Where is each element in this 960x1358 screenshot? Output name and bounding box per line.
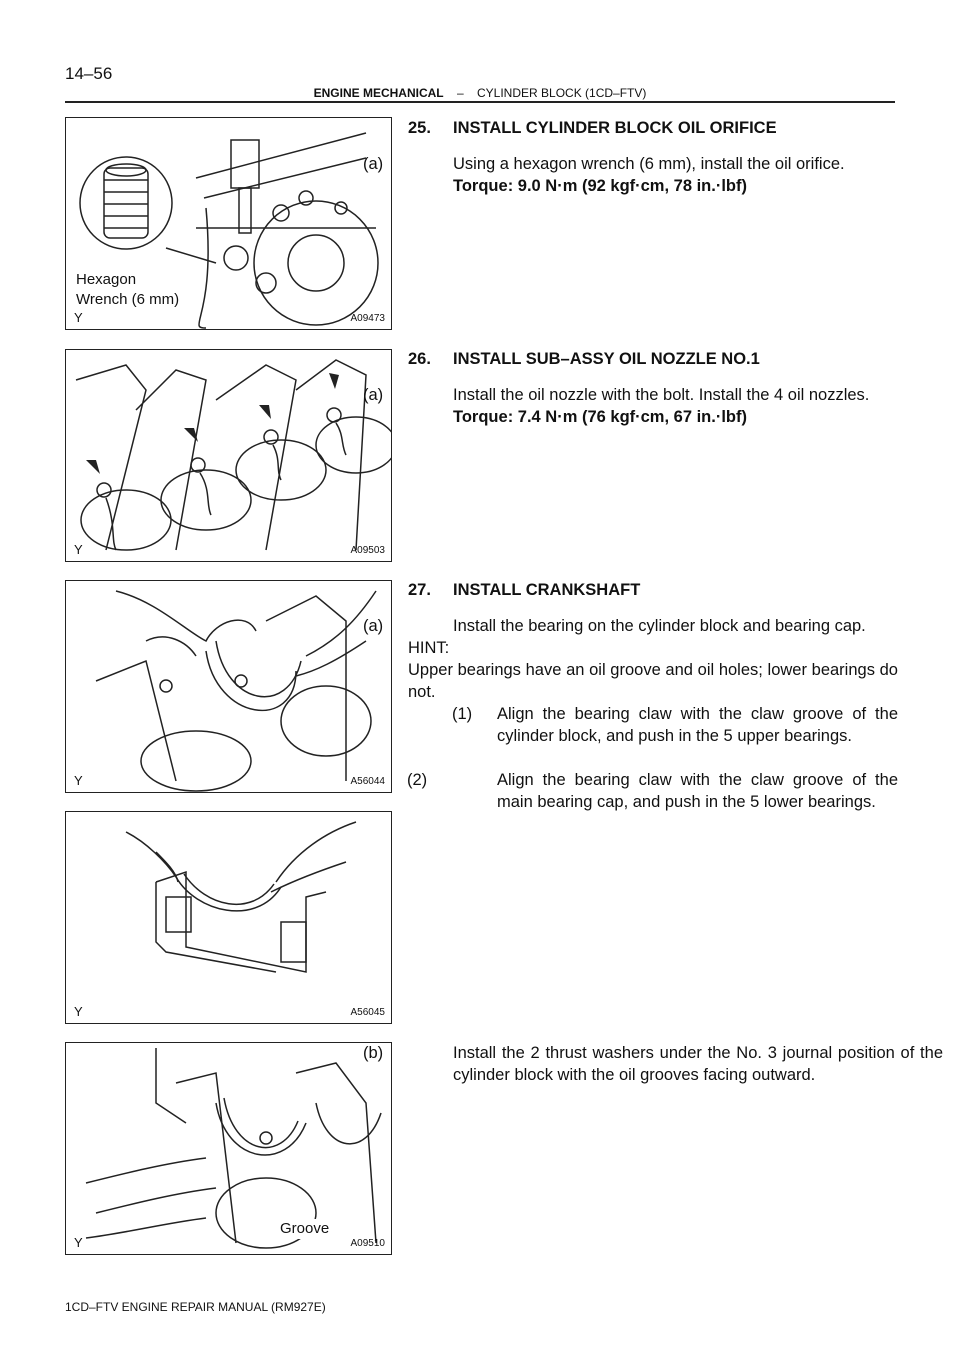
callout-groove: Groove — [280, 1220, 330, 1237]
figure-thrust-washer — [65, 1042, 392, 1255]
substep-text: Align the bearing claw with the claw groove of the main bearing cap, and push in the 5 lower bearings. — [497, 771, 898, 811]
step-25 — [363, 117, 898, 197]
hint-label: HINT: — [408, 639, 450, 657]
step-27-b — [363, 1042, 943, 1086]
substep-label: (2) — [407, 771, 428, 789]
substep-label: (1) — [452, 705, 473, 723]
figure-mark: Y — [74, 1004, 83, 1019]
step-26-title — [408, 348, 898, 370]
figure-code: A09503 — [350, 545, 385, 556]
footer-manual-title: 1CD–FTV ENGINE REPAIR MANUAL (RM927E) — [65, 1300, 326, 1314]
header-separator: – — [456, 86, 464, 100]
figure-upper-bearing-illustration — [66, 581, 391, 792]
figure-code: A09473 — [350, 313, 385, 324]
substep-text: Install the bearing on the cylinder block and bearing cap. — [453, 617, 866, 635]
figure-oil-nozzle — [65, 349, 392, 562]
substep-label: (a) — [363, 155, 384, 173]
step-number: 25. — [408, 119, 431, 137]
header-rule — [65, 101, 895, 103]
figure-oil-nozzle-illustration — [66, 350, 391, 561]
figure-lower-bearing — [65, 811, 392, 1024]
figure-code: A56045 — [350, 1007, 385, 1018]
figure-upper-bearing — [65, 580, 392, 793]
substep-text: Install the oil nozzle with the bolt. Install the 4 oil nozzles. — [453, 386, 870, 404]
step-title-text: INSTALL CYLINDER BLOCK OIL ORIFICE — [453, 119, 777, 137]
running-header — [0, 86, 960, 100]
substep-label: (b) — [363, 1044, 384, 1062]
step-title-text: INSTALL SUB–ASSY OIL NOZZLE NO.1 — [453, 350, 760, 368]
figure-oil-orifice — [65, 117, 392, 330]
figure-code: A09510 — [350, 1238, 385, 1249]
step-27-a-1 — [408, 703, 898, 747]
step-25-a — [363, 153, 898, 175]
step-number: 26. — [408, 350, 431, 368]
step-27-title — [408, 579, 898, 601]
substep-label: (a) — [363, 386, 384, 404]
step-25-title — [408, 117, 898, 139]
substep-text: Using a hexagon wrench (6 mm), install the oil orifice. — [453, 155, 845, 173]
substep-text: Align the bearing claw with the claw groove of the cylinder block, and push in the 5 upper bearings. — [497, 705, 898, 745]
substep-label: (a) — [363, 617, 384, 635]
header-subsection: CYLINDER BLOCK (1CD–FTV) — [477, 86, 647, 100]
figure-mark: Y — [74, 310, 83, 325]
figure-mark: Y — [74, 542, 83, 557]
figure-mark: Y — [74, 1235, 83, 1250]
torque-spec: Torque: 9.0 N·m (92 kgf·cm, 78 in.·lbf) — [453, 177, 747, 195]
substep-text: Install the 2 thrust washers under the No. 3 journal position of the cylinder block with the oil grooves facing outward. — [453, 1044, 943, 1084]
figure-thrust-washer-illustration — [66, 1043, 391, 1254]
callout-hexagon-wrench: Hexagon Wrench (6 mm) — [76, 271, 180, 308]
figure-lower-bearing-illustration — [66, 812, 391, 1023]
step-title-text: INSTALL CRANKSHAFT — [453, 581, 641, 599]
figure-mark: Y — [74, 773, 83, 788]
torque-spec: Torque: 7.4 N·m (76 kgf·cm, 67 in.·lbf) — [453, 408, 747, 426]
hint-text: Upper bearings have an oil groove and oil holes; lower bearings do not. — [408, 661, 898, 701]
header-section: ENGINE MECHANICAL — [313, 86, 444, 100]
step-26-a — [363, 384, 898, 406]
step-26 — [363, 348, 898, 428]
step-27-a — [363, 615, 898, 637]
step-27-a-2 — [408, 769, 898, 813]
step-number: 27. — [408, 581, 431, 599]
page-number: 14–56 — [65, 64, 113, 83]
figure-code: A56044 — [350, 776, 385, 787]
